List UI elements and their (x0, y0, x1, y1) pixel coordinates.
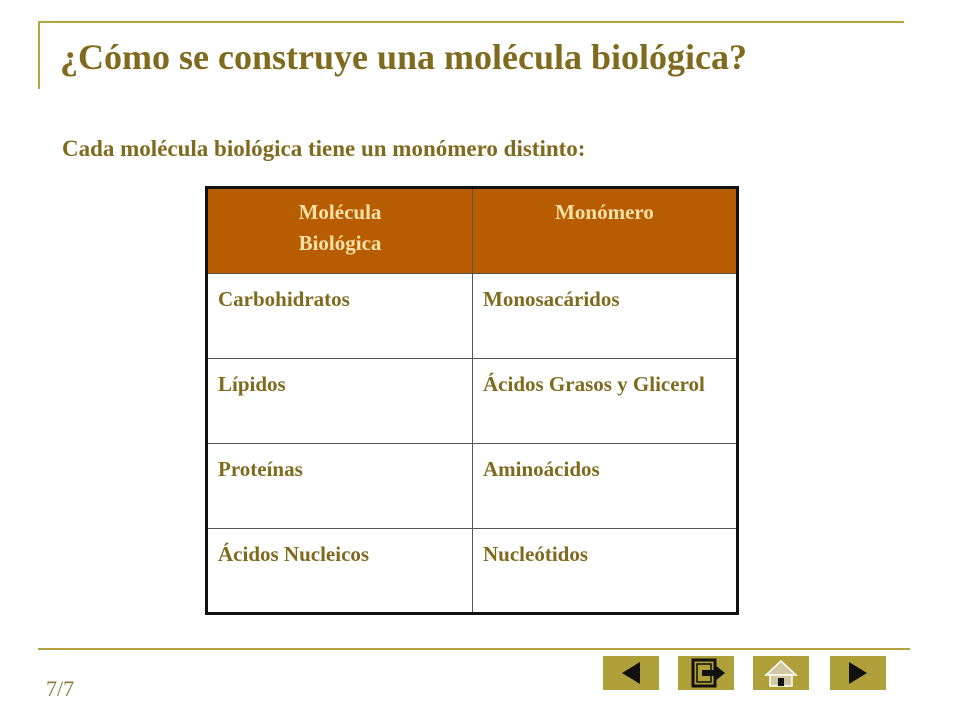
header-molecule-line1: Molécula (298, 200, 382, 224)
cell-monomer: Monosacáridos (473, 274, 738, 359)
header-monomer: Monómero (473, 188, 738, 274)
cell-monomer: Ácidos Grasos y Glicerol (473, 359, 738, 444)
home-icon (753, 656, 809, 690)
arrow-left-icon (603, 656, 659, 690)
home-button[interactable] (753, 656, 809, 690)
cell-monomer: Nucleótidos (473, 529, 738, 614)
slide-subtitle: Cada molécula biológica tiene un monómero distinto: (62, 136, 586, 161)
cell-molecule: Proteínas (207, 444, 473, 529)
table-row (207, 359, 738, 444)
exit-icon (678, 656, 734, 690)
page-number: 7/7 (46, 676, 75, 701)
bottom-frame-line (38, 648, 910, 650)
exit-button[interactable] (678, 656, 734, 690)
next-slide-button[interactable] (830, 656, 886, 690)
table-header-row (207, 188, 738, 274)
previous-slide-button[interactable] (603, 656, 659, 690)
cell-molecule: Carbohidratos (207, 274, 473, 359)
table-row (207, 274, 738, 359)
monomer-table (205, 186, 739, 615)
left-frame-line (38, 21, 40, 89)
table-row (207, 444, 738, 529)
cell-monomer: Aminoácidos (473, 444, 738, 529)
slide-title: ¿Cómo se construye una molécula biológica? (60, 37, 747, 77)
cell-molecule: Ácidos Nucleicos (207, 529, 473, 614)
header-molecule-line2: Biológica (298, 231, 382, 255)
header-molecule (207, 188, 473, 274)
cell-molecule: Lípidos (207, 359, 473, 444)
table-row (207, 529, 738, 614)
top-frame-line (38, 21, 904, 23)
arrow-right-icon (830, 656, 886, 690)
